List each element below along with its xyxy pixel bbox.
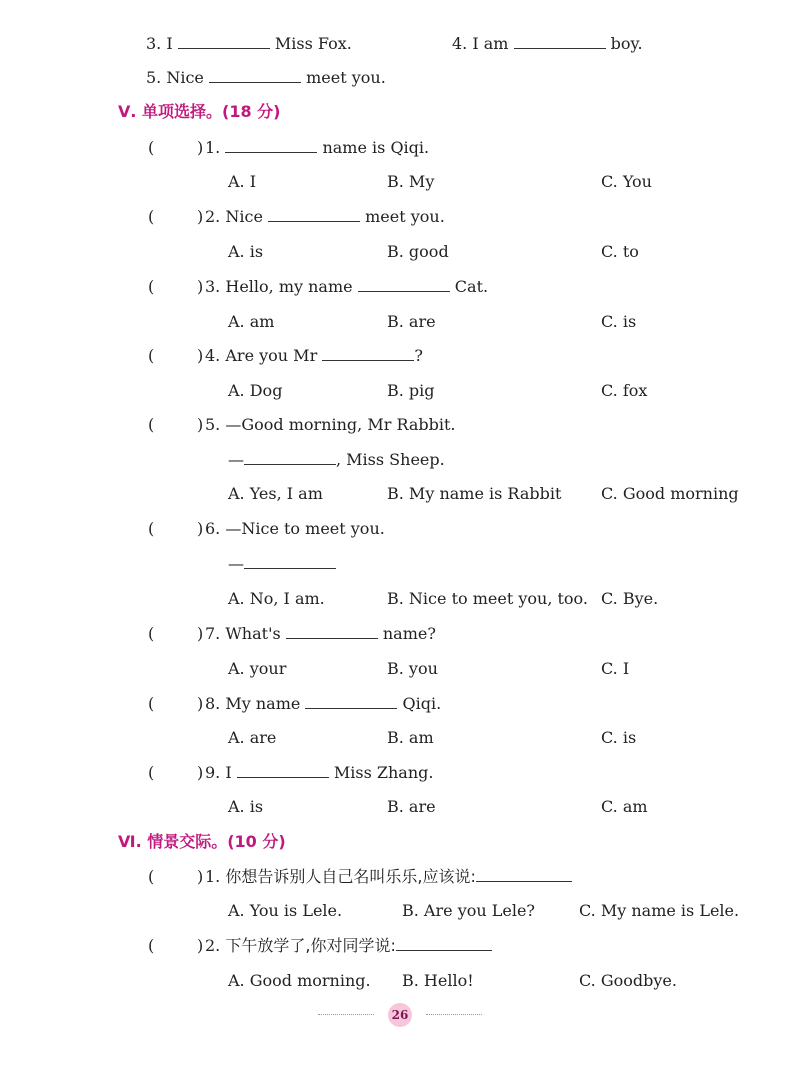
question-text: , Miss Sheep. bbox=[336, 450, 445, 469]
answer-blank[interactable] bbox=[476, 867, 572, 882]
dotted-divider bbox=[426, 1014, 482, 1015]
answer-paren-right: ) bbox=[197, 624, 204, 643]
question-text: Nice bbox=[225, 207, 263, 226]
question-text: I bbox=[225, 763, 232, 782]
answer-blank[interactable] bbox=[237, 763, 329, 778]
option-a[interactable]: A. Yes, I am bbox=[228, 484, 323, 503]
option-a[interactable]: A. is bbox=[228, 242, 264, 261]
fill-q3-pre: 3. I bbox=[146, 34, 173, 53]
question-5 bbox=[205, 415, 456, 435]
option-a[interactable]: A. I bbox=[228, 172, 257, 191]
question-text: 你想告诉别人自己名叫乐乐,应该说: bbox=[225, 867, 476, 886]
question-5-reply bbox=[228, 450, 445, 470]
question-text: Are you Mr bbox=[225, 346, 318, 365]
option-b[interactable]: B. My name is Rabbit bbox=[387, 484, 562, 503]
question-6-reply bbox=[228, 554, 336, 574]
answer-paren-right: ) bbox=[197, 519, 204, 538]
section-6-title: Ⅵ. 情景交际。(10 分) bbox=[118, 832, 286, 851]
question-1 bbox=[205, 138, 429, 158]
question-text: Cat. bbox=[454, 277, 489, 296]
option-a[interactable]: A. No, I am. bbox=[228, 589, 325, 608]
answer-paren-right: ) bbox=[197, 867, 204, 886]
option-a[interactable]: A. You is Lele. bbox=[228, 901, 343, 920]
answer-paren-left: ( bbox=[148, 138, 155, 157]
option-a[interactable]: A. Good morning. bbox=[228, 971, 371, 990]
option-c[interactable]: C. is bbox=[601, 312, 637, 331]
answer-blank[interactable] bbox=[244, 450, 336, 465]
question-text: name? bbox=[382, 624, 436, 643]
question-text: —Good morning, Mr Rabbit. bbox=[225, 415, 456, 434]
question-3 bbox=[205, 277, 488, 297]
answer-paren-left: ( bbox=[148, 207, 155, 226]
fill-q5-pre: 5. Nice bbox=[146, 68, 204, 87]
question-9 bbox=[205, 763, 433, 783]
option-b[interactable]: B. Are you Lele? bbox=[402, 901, 536, 920]
answer-paren-right: ) bbox=[197, 138, 204, 157]
answer-paren-right: ) bbox=[197, 277, 204, 296]
answer-paren-left: ( bbox=[148, 519, 155, 538]
question-text: Hello, my name bbox=[225, 277, 353, 296]
option-b[interactable]: B. good bbox=[387, 242, 449, 261]
option-c[interactable]: C. I bbox=[601, 659, 630, 678]
fill-q4-post: boy. bbox=[610, 34, 643, 53]
question-number: 7. bbox=[205, 624, 221, 643]
option-b[interactable]: B. am bbox=[387, 728, 434, 747]
question-text: meet you. bbox=[365, 207, 445, 226]
answer-paren-left: ( bbox=[148, 936, 155, 955]
option-b[interactable]: B. are bbox=[387, 312, 436, 331]
question-2 bbox=[205, 207, 445, 227]
answer-blank[interactable] bbox=[209, 68, 301, 83]
answer-paren-right: ) bbox=[197, 936, 204, 955]
question-number: 5. bbox=[205, 415, 221, 434]
question-7 bbox=[205, 624, 436, 644]
question-text: My name bbox=[225, 694, 301, 713]
question-4 bbox=[205, 346, 423, 366]
answer-paren-right: ) bbox=[197, 763, 204, 782]
fill-q3-post: Miss Fox. bbox=[274, 34, 352, 53]
answer-paren-left: ( bbox=[148, 763, 155, 782]
page-number-footer bbox=[376, 1003, 424, 1027]
fill-q5 bbox=[146, 68, 386, 88]
question-number: 8. bbox=[205, 694, 221, 713]
question-number: 1. bbox=[205, 867, 221, 886]
dash: — bbox=[228, 554, 244, 573]
answer-paren-left: ( bbox=[148, 694, 155, 713]
question-text: —Nice to meet you. bbox=[225, 519, 385, 538]
answer-blank[interactable] bbox=[268, 207, 360, 222]
fill-q5-post: meet you. bbox=[306, 68, 386, 87]
option-b[interactable]: B. are bbox=[387, 797, 436, 816]
answer-blank[interactable] bbox=[358, 277, 450, 292]
answer-blank[interactable] bbox=[286, 624, 378, 639]
question-text: What's bbox=[225, 624, 281, 643]
option-b[interactable]: B. My bbox=[387, 172, 435, 191]
situation-question-1 bbox=[205, 867, 572, 887]
answer-paren-left: ( bbox=[148, 624, 155, 643]
option-c[interactable]: C. to bbox=[601, 242, 639, 261]
question-8 bbox=[205, 694, 441, 714]
answer-blank[interactable] bbox=[225, 138, 317, 153]
question-number: 6. bbox=[205, 519, 221, 538]
option-c[interactable]: C. Bye. bbox=[601, 589, 659, 608]
question-number: 2. bbox=[205, 936, 221, 955]
answer-blank[interactable] bbox=[178, 34, 270, 49]
option-c[interactable]: C. is bbox=[601, 728, 637, 747]
option-c[interactable]: C. Good morning bbox=[601, 484, 739, 503]
option-b[interactable]: B. Nice to meet you, too. bbox=[387, 589, 588, 608]
question-number: 3. bbox=[205, 277, 221, 296]
situation-question-2 bbox=[205, 936, 492, 956]
question-number: 2. bbox=[205, 207, 221, 226]
answer-paren-left: ( bbox=[148, 415, 155, 434]
answer-blank[interactable] bbox=[322, 346, 414, 361]
question-text: 下午放学了,你对同学说: bbox=[225, 936, 396, 955]
option-a[interactable]: A. Dog bbox=[228, 381, 283, 400]
dotted-divider bbox=[318, 1014, 374, 1015]
fill-q3 bbox=[146, 34, 352, 54]
option-b[interactable]: B. you bbox=[387, 659, 438, 678]
dash: — bbox=[228, 450, 244, 469]
question-text: ? bbox=[414, 346, 423, 365]
option-a[interactable]: A. are bbox=[228, 728, 277, 747]
answer-paren-right: ) bbox=[197, 207, 204, 226]
option-c[interactable]: C. am bbox=[601, 797, 648, 816]
option-b[interactable]: B. Hello! bbox=[402, 971, 474, 990]
section-5-title: Ⅴ. 单项选择。(18 分) bbox=[118, 102, 281, 121]
option-c[interactable]: C. Goodbye. bbox=[579, 971, 677, 990]
option-c[interactable]: C. You bbox=[601, 172, 652, 191]
answer-paren-right: ) bbox=[197, 415, 204, 434]
question-number: 1. bbox=[205, 138, 221, 157]
answer-paren-left: ( bbox=[148, 277, 155, 296]
answer-blank[interactable] bbox=[396, 936, 492, 951]
answer-paren-left: ( bbox=[148, 867, 155, 886]
question-text: Qiqi. bbox=[402, 694, 442, 713]
answer-paren-left: ( bbox=[148, 346, 155, 365]
question-text: Miss Zhang. bbox=[333, 763, 434, 782]
option-a[interactable]: A. am bbox=[228, 312, 275, 331]
option-b[interactable]: B. pig bbox=[387, 381, 435, 400]
question-number: 9. bbox=[205, 763, 221, 782]
question-6 bbox=[205, 519, 385, 539]
question-text: name is Qiqi. bbox=[322, 138, 430, 157]
answer-paren-right: ) bbox=[197, 346, 204, 365]
page-number: 26 bbox=[388, 1003, 412, 1027]
option-a[interactable]: A. is bbox=[228, 797, 264, 816]
option-a[interactable]: A. your bbox=[228, 659, 287, 678]
answer-blank[interactable] bbox=[244, 554, 336, 569]
answer-blank[interactable] bbox=[514, 34, 606, 49]
fill-q4-pre: 4. I am bbox=[452, 34, 509, 53]
fill-q4 bbox=[452, 34, 643, 54]
question-number: 4. bbox=[205, 346, 221, 365]
answer-blank[interactable] bbox=[305, 694, 397, 709]
option-c[interactable]: C. fox bbox=[601, 381, 648, 400]
option-c[interactable]: C. My name is Lele. bbox=[579, 901, 740, 920]
answer-paren-right: ) bbox=[197, 694, 204, 713]
